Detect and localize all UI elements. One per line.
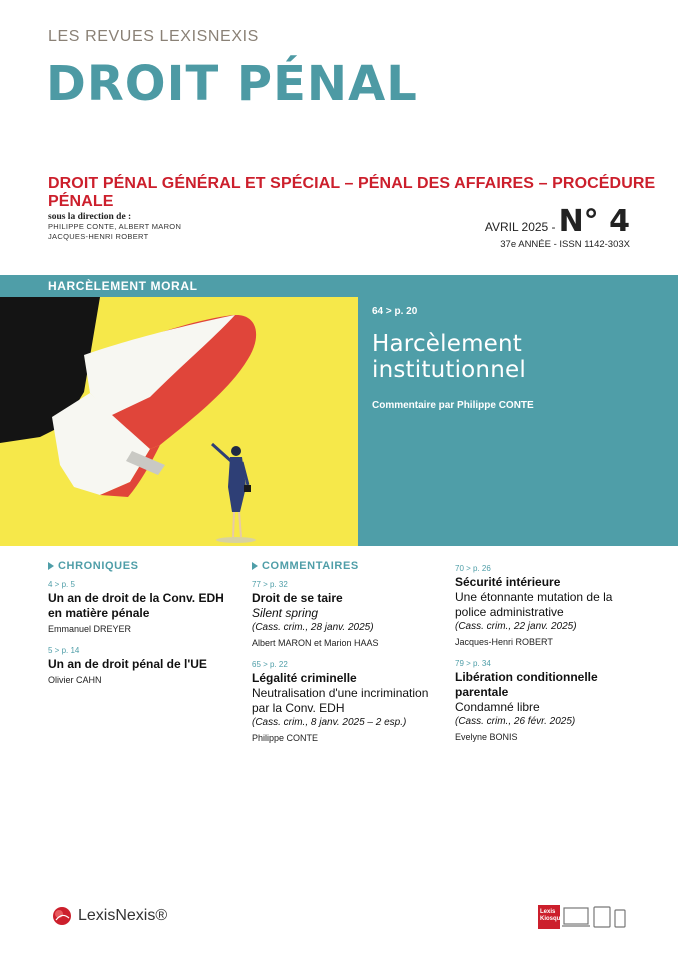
series-name: LES REVUES LEXISNEXIS xyxy=(48,28,259,45)
issue-number: N° 4 xyxy=(558,204,630,239)
article-case: (Cass. crim., 22 janv. 2025) xyxy=(455,621,577,632)
feature-title-line-1: Harcèlement xyxy=(372,331,523,357)
article-item[interactable] xyxy=(48,580,233,634)
feature-title-line-2: institutionnel xyxy=(372,357,526,383)
publisher-name: LexisNexis® xyxy=(78,907,168,924)
chroniques-column xyxy=(48,560,233,697)
feature-illustration xyxy=(0,297,358,546)
article-ref: 77 > p. 32 xyxy=(252,580,288,589)
triangle-bullet-icon xyxy=(252,562,258,570)
article-subtitle: Neutralisation d'une incrimination par la Conv. EDH xyxy=(252,686,429,715)
article-ref: 65 > p. 22 xyxy=(252,660,288,669)
article-author: Albert MARON et Marion HAAS xyxy=(252,638,379,648)
feature-rubric: HARCÈLEMENT MORAL xyxy=(0,275,358,297)
article-case: (Cass. crim., 28 janv. 2025) xyxy=(252,622,374,633)
article-case: (Cass. crim., 26 févr. 2025) xyxy=(455,716,576,727)
article-item[interactable] xyxy=(252,660,437,743)
journal-title: DROIT PÉNAL xyxy=(46,56,418,112)
article-item[interactable] xyxy=(455,564,640,647)
feature-notch xyxy=(346,314,356,330)
chroniques-heading xyxy=(48,560,233,572)
article-title: Un an de droit de la Conv. EDH en matière pénale xyxy=(48,591,224,620)
direction-label: sous la direction de : xyxy=(48,212,132,222)
issue-info xyxy=(484,204,630,250)
article-ref: 79 > p. 34 xyxy=(455,659,491,668)
feature-author: Commentaire par Philippe CONTE xyxy=(372,400,534,411)
commentaires-column xyxy=(252,560,437,755)
triangle-bullet-icon xyxy=(48,562,54,570)
feature-article[interactable] xyxy=(372,306,534,411)
feature-title xyxy=(372,331,534,383)
giant-shoe-illustration xyxy=(0,297,358,546)
kiosk-label-1: Lexis xyxy=(540,909,556,915)
article-subtitle: Condamné libre xyxy=(455,700,540,714)
feature-reference: 64 > p. 20 xyxy=(372,306,418,317)
issue-date: AVRIL 2025 - xyxy=(484,220,556,234)
article-ref: 4 > p. 5 xyxy=(48,580,75,589)
article-author: Philippe CONTE xyxy=(252,733,319,743)
article-author: Emmanuel DREYER xyxy=(48,624,132,634)
kiosk-badge[interactable] xyxy=(538,905,628,929)
direction-names-2: JACQUES-HENRI ROBERT xyxy=(48,232,149,241)
article-title: Libération conditionnelle parentale xyxy=(455,670,598,699)
editorial-direction xyxy=(48,212,181,242)
article-title: Légalité criminelle xyxy=(252,671,357,685)
devices-icon xyxy=(562,905,628,929)
article-ref: 5 > p. 14 xyxy=(48,646,80,655)
article-author: Olivier CAHN xyxy=(48,675,102,685)
journal-subtitle: DROIT PÉNAL GÉNÉRAL ET SPÉCIAL – PÉNAL DES AFFAIRES – PROCÉDURE PÉNALE xyxy=(48,175,656,210)
third-column xyxy=(455,564,640,754)
issue-year-issn: 37e ANNÉE - ISSN 1142-303X xyxy=(500,239,630,250)
commentaires-heading-label: COMMENTAIRES xyxy=(262,560,359,572)
article-subtitle: Silent spring xyxy=(252,606,319,620)
article-item[interactable] xyxy=(48,646,233,685)
kiosk-red-tile xyxy=(538,905,564,929)
article-ref: 70 > p. 26 xyxy=(455,564,491,573)
article-item[interactable] xyxy=(252,580,437,648)
feature-illustration-block xyxy=(0,275,358,546)
commentaires-heading xyxy=(252,560,437,572)
article-author: Evelyne BONIS xyxy=(455,732,518,742)
chroniques-heading-label: CHRONIQUES xyxy=(58,560,139,572)
kiosk-label-2: Kiosque xyxy=(540,916,564,922)
direction-names-1: PHILIPPE CONTE, ALBERT MARON xyxy=(48,222,182,231)
article-author: Jacques-Henri ROBERT xyxy=(455,637,553,647)
article-case: (Cass. crim., 8 janv. 2025 – 2 esp.) xyxy=(252,717,407,728)
article-item[interactable] xyxy=(455,659,640,742)
article-title: Droit de se taire xyxy=(252,591,343,605)
article-title: Sécurité intérieure xyxy=(455,575,561,589)
lexisnexis-emblem-icon xyxy=(52,906,72,926)
article-title: Un an de droit pénal de l'UE xyxy=(48,657,207,671)
article-subtitle: Une étonnante mutation de la police administrative xyxy=(455,590,613,619)
publisher-logo[interactable] xyxy=(52,906,167,926)
